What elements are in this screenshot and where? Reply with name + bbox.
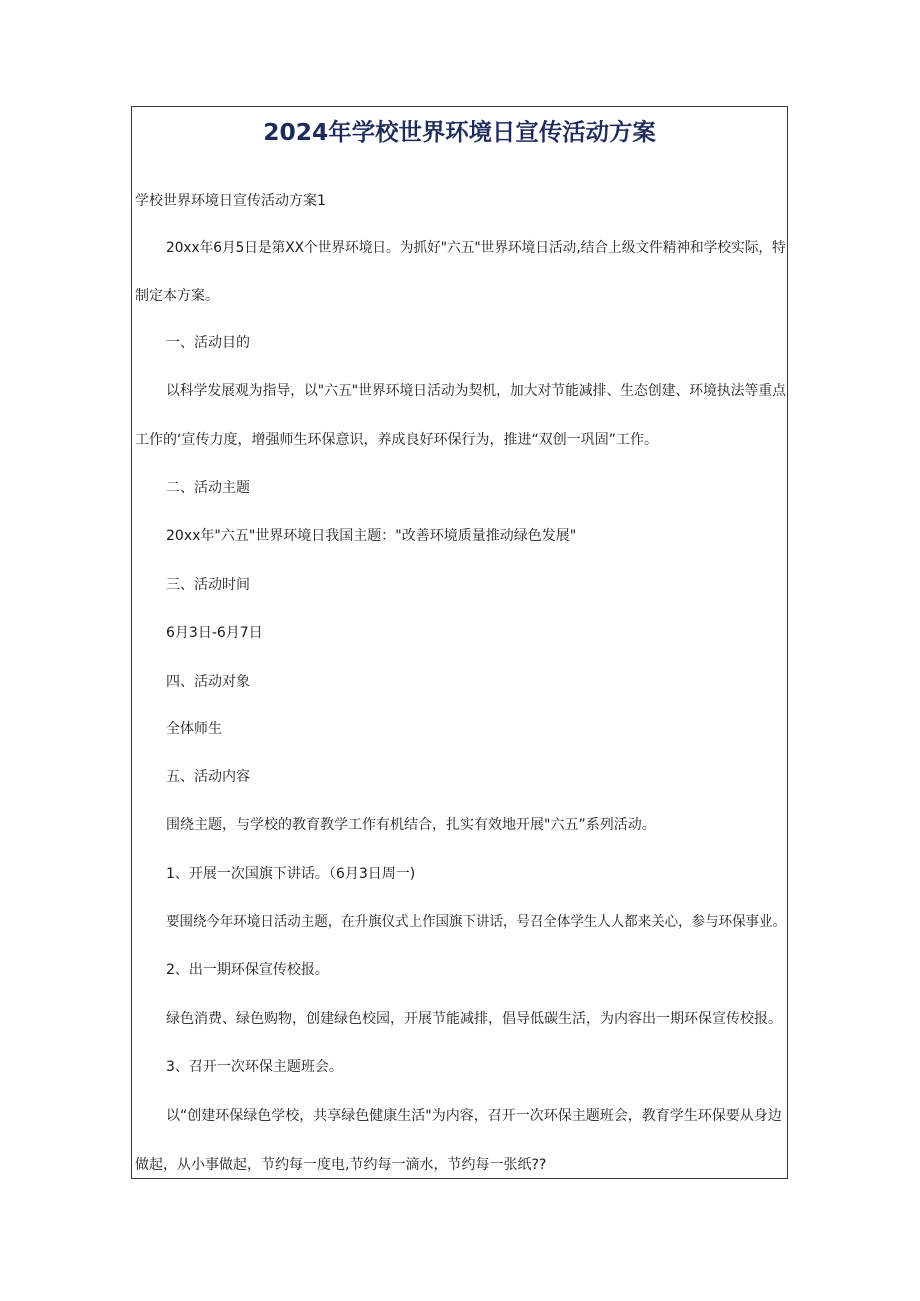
document-title: 2024年学校世界环境日宣传活动方案 xyxy=(263,118,656,146)
subheading-theme: 二、活动主题 xyxy=(166,480,250,496)
paragraph-line: 制定本方案。 xyxy=(135,288,219,304)
paragraph-line: 全体师生 xyxy=(166,721,222,737)
paragraph-line: 要围绕今年环境日活动主题，在升旗仪式上作国旗下讲话，号召全体学生人人都来关心，参与环保事业。 xyxy=(166,914,786,930)
paragraph-line: 以科学发展观为指导，以"六五"世界环境日活动为契机，加大对节能减排、生态创建、环境执法等重点 xyxy=(166,383,786,399)
paragraph-line: 围绕主题，与学校的教育教学工作有机结合，扎实有效地开展"六五”系列活动。 xyxy=(166,817,656,833)
subheading-audience: 四、活动对象 xyxy=(166,674,250,690)
paragraph-line: 20xx年"六五"世界环境日我国主题："改善环境质量推动绿色发展" xyxy=(166,528,577,544)
list-item-heading: 3、召开一次环保主题班会。 xyxy=(166,1059,343,1075)
subheading-time: 三、活动时间 xyxy=(166,577,250,593)
paragraph-line: 20xx年6月5日是第XX个世界环境日。为抓好"六五"世界环境日活动,结合上级文件精神和学校实际，特 xyxy=(166,240,786,256)
list-item-heading: 1、开展一次国旗下讲话。（6月3日周一) xyxy=(166,866,416,882)
paragraph-line: 工作的‘宣传力度，增强师生环保意识，养成良好环保行为，推进“双创一巩固”工作。 xyxy=(135,432,658,448)
subheading-content: 五、活动内容 xyxy=(166,769,250,785)
paragraph-line: 以“创建环保绿色学校，共享绿色健康生活"为内容，召开一次环保主题班会，教育学生环保要从身边 xyxy=(166,1108,782,1124)
paragraph-line: 做起，从小事做起，节约每一度电,节约每一滴水，节约每一张纸?? xyxy=(135,1157,547,1173)
paragraph-line: 6月3日-6月7日 xyxy=(166,625,263,641)
section-heading: 学校世界环境日宣传活动方案1 xyxy=(135,193,326,209)
subheading-goal: 一、活动目的 xyxy=(166,335,250,351)
paragraph-line: 绿色消费、绿色购物，创建绿色校园，开展节能减排，倡导低碳生活，为内容出一期环保宣传校报。 xyxy=(166,1011,782,1027)
list-item-heading: 2、出一期环保宣传校报。 xyxy=(166,962,329,978)
